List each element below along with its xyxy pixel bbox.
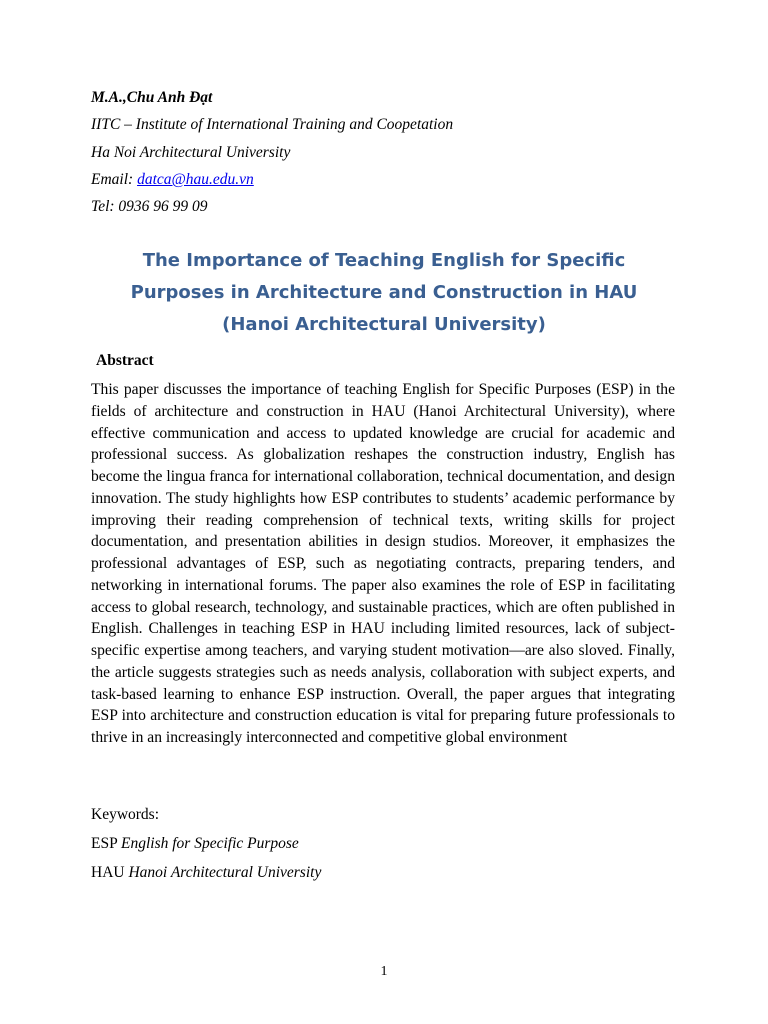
abstract-text: This paper discusses the importance of teaching English for Specific Purposes (ESP) in the fields of architecture and construction in HAU (Hanoi Architectural University), where effective communication and access to updated knowledge are crucial for academic and professional success. As globalization reshapes the construction industry, English has become the lingua franca for international collaboration, technical documentation, and design innovation. The study highlights how ESP contributes to students’ academic performance by improving their reading comprehension of technical texts, writing skills for project documentation, and presentation abilities in design studios. Moreover, it emphasizes the professional advantages of ESP, such as negotiating contracts, preparing tenders, and networking in international forums. The paper also examines the role of ESP in facilitating access to global research, technology, and sustainable practices, which are often published in English. Challenges in teaching ESP in HAU including limited resources, lack of subject-specific expertise among teachers, and varying student motivation—are also sloved. Finally, the article suggests strategies such as needs analysis, collaboration with subject experts, and task-based learning to enhance ESP instruction. Overall, the paper argues that integrating ESP into architecture and construction education is vital for preparing future professionals to thrive in an increasingly interconnected and competitive global environment bbox=[91, 381, 675, 746]
page-number: 1 bbox=[380, 964, 388, 979]
keyword-expansion: Hanoi Architectural University bbox=[128, 864, 322, 881]
keyword-expansion: English for Specific Purpose bbox=[121, 835, 299, 852]
email-link[interactable]: datca@hau.edu.vn bbox=[137, 170, 254, 188]
keywords-section bbox=[91, 800, 675, 887]
author-tel: Tel: 0936 96 99 09 bbox=[91, 198, 208, 216]
keyword-item bbox=[91, 858, 675, 887]
email-label: Email: bbox=[91, 170, 138, 188]
keyword-abbr: HAU bbox=[91, 864, 125, 881]
abstract-heading: Abstract bbox=[96, 352, 154, 369]
keyword-item bbox=[91, 829, 675, 858]
author-university: Ha Noi Architectural University bbox=[91, 143, 291, 161]
keywords-heading: Keywords: bbox=[91, 806, 160, 823]
title-line-1: The Importance of Teaching English for Specific bbox=[142, 250, 626, 271]
author-email-line bbox=[91, 166, 691, 193]
keyword-abbr: ESP bbox=[91, 835, 118, 852]
author-name: M.A.,Chu Anh Đạt bbox=[91, 89, 213, 106]
paper-title bbox=[60, 245, 708, 340]
title-line-3: (Hanoi Architectural University) bbox=[222, 313, 546, 335]
author-institute: IITC – Institute of International Training and Coopetation bbox=[91, 116, 454, 134]
title-line-2: Purposes in Architecture and Construction in HAU bbox=[130, 281, 638, 303]
author-info bbox=[91, 84, 691, 220]
